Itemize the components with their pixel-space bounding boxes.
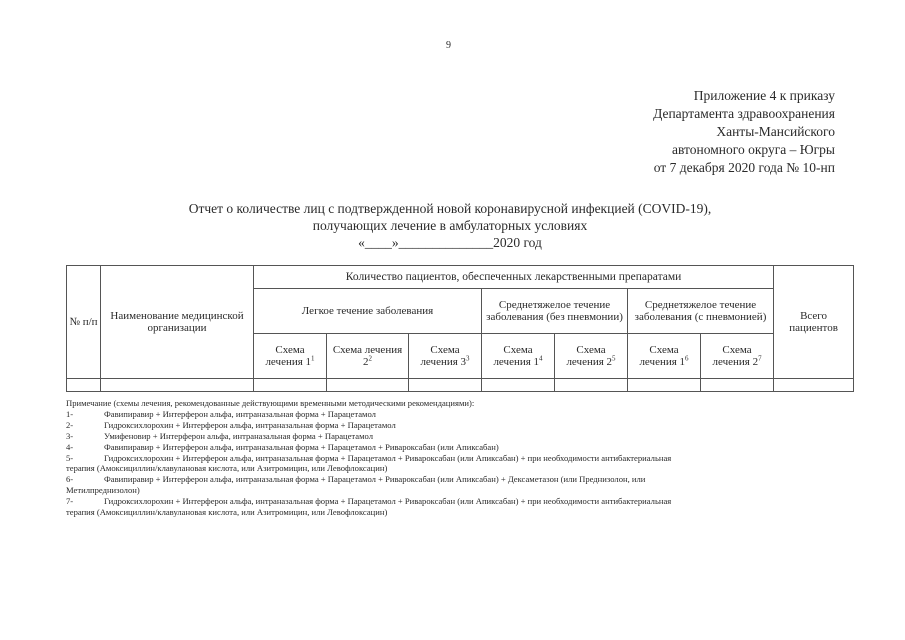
note-number: 3- [66, 430, 74, 441]
appendix-line: Ханты-Мансийского [716, 124, 835, 139]
scheme-footnote: 2 [368, 354, 372, 363]
table-cell[interactable] [67, 379, 101, 392]
header-patient-count: Количество пациентов, обеспеченных лекарственными препаратами [254, 266, 774, 289]
note-item [66, 496, 836, 507]
note-number: 6- [66, 474, 74, 485]
header-total: Всего пациентов [774, 266, 854, 379]
title-line: получающих лечение в амбулаторных условиях [312, 218, 588, 233]
note-number: 4- [66, 441, 74, 452]
scheme-header [701, 334, 774, 379]
scheme-footnote: 3 [466, 354, 470, 363]
table-cell[interactable] [101, 379, 254, 392]
table-cell[interactable] [482, 379, 555, 392]
note-number: 1- [66, 408, 74, 419]
note-item [66, 431, 836, 442]
table-cell[interactable] [254, 379, 327, 392]
appendix-line: автономного округа – Югры [672, 142, 835, 157]
note-number: 2- [66, 419, 74, 430]
note-text: Умифеновир + Интерферон альфа, интраназальная форма + Парацетамол [104, 430, 374, 441]
note-number: 5- [66, 452, 74, 463]
note-continuation: терапия (Амоксициллин/клавулановая кислота, или Азитромицин, или Левофлоксацин) [66, 463, 388, 474]
table-row [67, 379, 854, 392]
scheme-header [254, 334, 327, 379]
scheme-header [555, 334, 628, 379]
page-number: 9 [446, 40, 451, 51]
title-line: Отчет о количестве лиц с подтвержденной новой коронавирусной инфекцией (COVID-19), [188, 201, 712, 216]
note-item [66, 409, 836, 420]
appendix-line: Департамента здравоохранения [653, 106, 835, 121]
scheme-footnote: 6 [685, 354, 689, 363]
table-cell[interactable] [774, 379, 854, 392]
table-cell[interactable] [628, 379, 701, 392]
report-table [66, 265, 854, 392]
notes-title: Примечание (схемы лечения, рекомендованные действующими временными методическими рекомендациями): [66, 398, 475, 408]
scheme-header [482, 334, 555, 379]
table-cell[interactable] [327, 379, 409, 392]
scheme-footnote: 5 [612, 354, 616, 363]
scheme-footnote: 1 [311, 354, 315, 363]
scheme-header [327, 334, 409, 379]
note-item [66, 453, 836, 464]
header-light: Легкое течение заболевания [254, 289, 482, 334]
note-text: Гидроксихлорохин + Интерферон альфа, интраназальная форма + Парацетамол + Ривароксабан (или Апиксабан) + при необходимости антибактериальная [104, 496, 672, 507]
note-text: Фавипиравир + Интерферон альфа, интраназальная форма + Парацетамол + Ривароксабан (или Апиксабан) + Дексаметазон (или Преднизолон, или [104, 474, 646, 485]
scheme-label: Схема лечения 1 [265, 344, 312, 368]
report-title [100, 200, 800, 251]
table-cell[interactable] [409, 379, 482, 392]
note-continuation: Метилпреднизолон) [66, 485, 140, 496]
table-cell[interactable] [701, 379, 774, 392]
header-number: № п/п [67, 266, 101, 379]
scheme-label: Схема лечения 2 [712, 344, 759, 368]
appendix-line: Приложение 4 к приказу [693, 88, 835, 103]
note-text: Гидроксихлорохин + Интерферон альфа, интраназальная форма + Парацетамол [104, 419, 396, 430]
scheme-footnote: 7 [758, 354, 762, 363]
scheme-label: Схема лечения 1 [639, 344, 686, 368]
header-moderate-pneumonia: Среднетяжелое течение заболевания (с пневмонией) [628, 289, 774, 334]
scheme-header [409, 334, 482, 379]
note-text: Гидроксихлорохин + Интерферон альфа, интраназальная форма + Парацетамол + Ривароксабан (или Апиксабан) + при необходимости антибактериальная [104, 452, 672, 463]
note-number: 7- [66, 496, 74, 507]
header-organization: Наименование медицинской организации [101, 266, 254, 379]
scheme-label: Схема лечения 2 [332, 344, 403, 368]
note-continuation: терапия (Амоксициллин/клавулановая кислота, или Азитромицин, или Левофлоксацин) [66, 507, 388, 518]
note-item [66, 474, 836, 485]
title-line: «____»______________2020 год [358, 235, 542, 250]
notes-section [66, 398, 836, 518]
scheme-label: Схема лечения 2 [566, 344, 613, 368]
note-text: Фавипиравир + Интерферон альфа, интраназальная форма + Парацетамол + Ривароксабан (или Апиксабан) [104, 441, 499, 452]
scheme-footnote: 4 [539, 354, 543, 363]
scheme-header [628, 334, 701, 379]
scheme-label: Схема лечения 1 [493, 344, 540, 368]
appendix-line: от 7 декабря 2020 года № 10-нп [653, 160, 835, 175]
header-moderate-no-pneumonia: Среднетяжелое течение заболевания (без пневмонии) [482, 289, 628, 334]
note-item [66, 420, 836, 431]
note-item [66, 442, 836, 453]
note-text: Фавипиравир + Интерферон альфа, интраназальная форма + Парацетамол [104, 408, 376, 419]
table-cell[interactable] [555, 379, 628, 392]
scheme-label: Схема лечения 3 [420, 344, 467, 368]
appendix-header [653, 87, 835, 177]
